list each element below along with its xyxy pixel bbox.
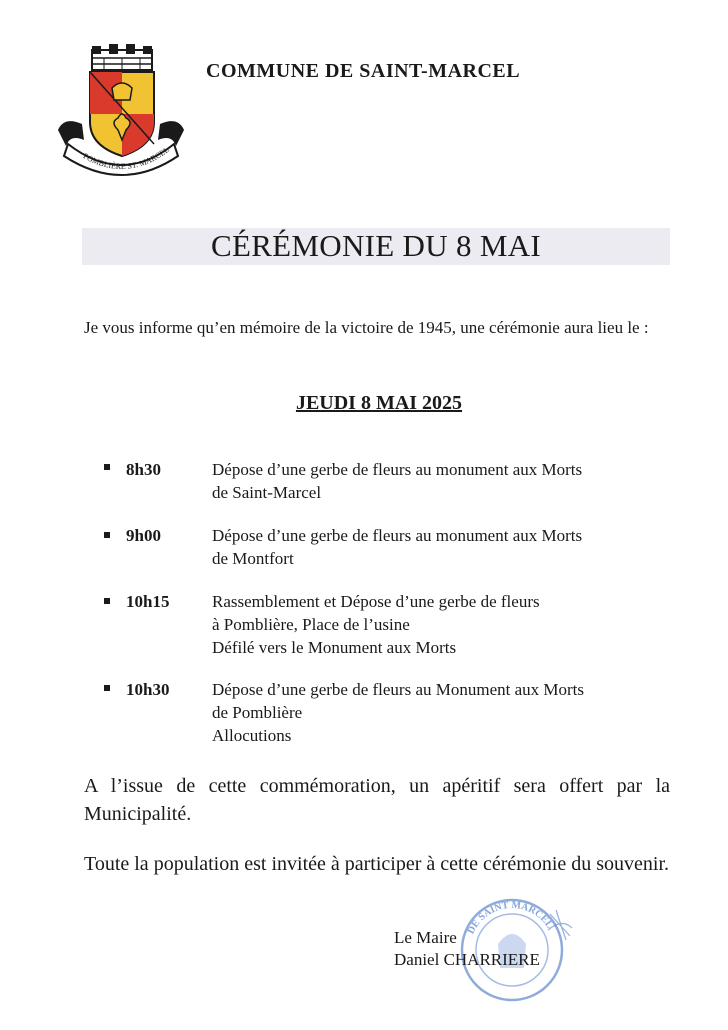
bullet-icon	[104, 685, 110, 691]
schedule-time: 8h30	[126, 460, 161, 479]
closing-paragraph: A l’issue de cette commémoration, un apéritif sera offert par la Municipalité.	[84, 775, 670, 825]
schedule-line: de Montfort	[212, 549, 294, 568]
signatory-role: Le Maire	[394, 928, 457, 947]
intro-text: Je vous informe qu’en mémoire de la victoire de 1945, une cérémonie aura lieu le :	[84, 318, 649, 337]
bullet-icon	[104, 464, 110, 470]
crest-motto: POMBLIÈRE ST. MARCEL	[81, 145, 171, 172]
closing-paragraph: Toute la population est invitée à participer à cette cérémonie du souvenir.	[84, 853, 670, 875]
shield-icon	[90, 72, 154, 156]
schedule-line: Dépose d’une gerbe de fleurs au monument aux Morts	[212, 460, 583, 479]
stamp-text: DE SAINT MARCEL	[465, 899, 555, 936]
bullet-icon	[104, 532, 110, 538]
schedule-description	[212, 524, 582, 570]
schedule-line: Rassemblement et Dépose d’une gerbe de fleurs	[212, 592, 540, 611]
schedule-line: à Pomblière, Place de l’usine	[212, 615, 410, 634]
mural-crown-icon	[92, 44, 152, 70]
coat-of-arms-logo	[54, 44, 188, 184]
schedule-line: Dépose d’une gerbe de fleurs au monument aux Morts	[212, 526, 583, 545]
page-title: CÉRÉMONIE DU 8 MAI	[210, 228, 542, 263]
schedule-time: 10h30	[126, 680, 170, 699]
schedule-description	[212, 590, 540, 659]
schedule-description	[212, 458, 582, 504]
schedule-time: 9h00	[126, 526, 161, 545]
schedule-line: Défilé vers le Monument aux Morts	[212, 638, 457, 657]
schedule-line: de Pomblière	[212, 703, 303, 722]
commune-name: COMMUNE DE SAINT-MARCEL	[206, 60, 521, 82]
bullet-icon	[104, 598, 110, 604]
signatory-name: Daniel CHARRIERE	[394, 950, 540, 969]
schedule-time: 10h15	[126, 592, 170, 611]
event-date: JEUDI 8 MAI 2025	[295, 392, 463, 414]
schedule-line: Dépose d’une gerbe de fleurs au Monument aux Morts	[212, 680, 585, 699]
schedule-line: de Saint-Marcel	[212, 483, 322, 502]
schedule-line: Allocutions	[212, 726, 292, 745]
schedule-description	[212, 678, 584, 747]
